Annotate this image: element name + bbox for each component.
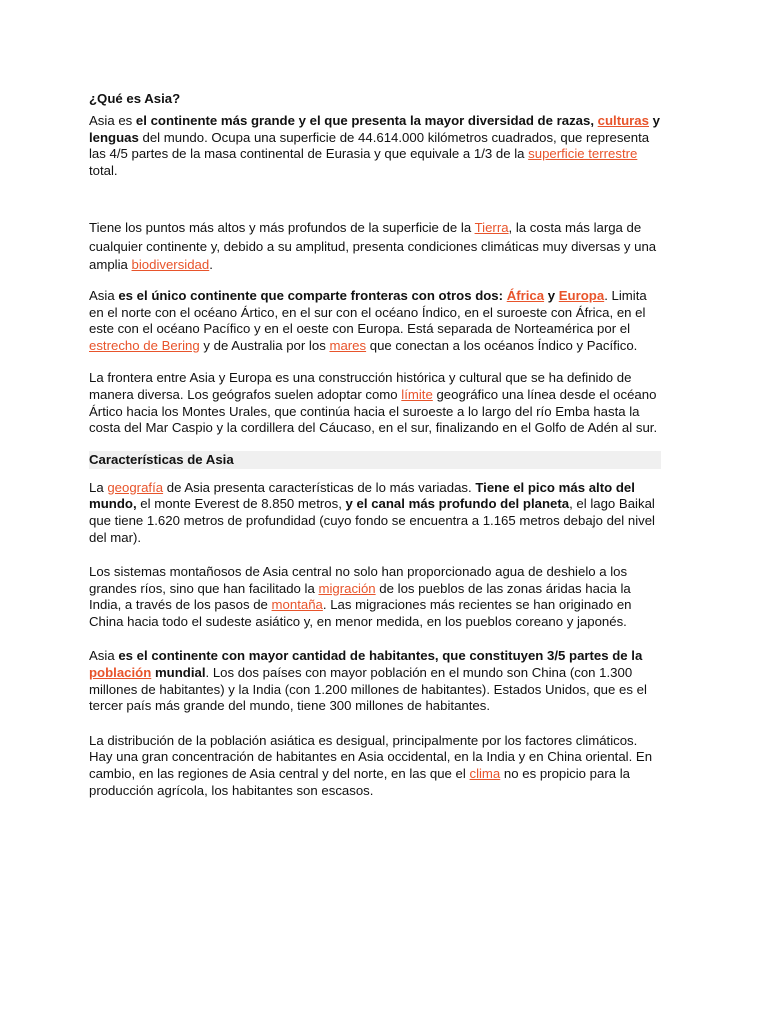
text: total. [89,162,118,178]
link-europa[interactable]: Europa [558,287,605,303]
page-title: ¿Qué es Asia? [89,91,181,106]
link-limite[interactable]: límite [401,386,433,402]
text: Tiene los puntos más altos y más profundos de la superficie de la [89,220,475,236]
text: La [89,479,108,495]
link-biodiversidad[interactable]: biodiversidad [131,256,210,272]
bold-text: y el canal más profundo del planeta [345,496,570,512]
paragraph-relief [89,219,661,274]
text: , el lago Baikal que tiene 1.620 metros de profundidad (cuyo fondo se encuentra a 1.165 metros debajo del nivel del mar). [89,496,655,545]
bold-text: el continente más grande y el que presenta la mayor diversidad de razas, culturas y lenguas [89,113,660,145]
section-heading: Características de Asia [89,451,661,469]
text: Los sistemas montañosos de Asia central no solo han proporcionado agua de deshielo a los grandes ríos, sino que han facilitado la [89,564,628,596]
text: no es propicio para la producción agrícola, los habitantes son escasos. [89,766,631,798]
text: y de Australia por los [199,337,330,353]
paragraph-intro [89,113,661,179]
link-mares[interactable]: mares [329,337,367,353]
link-poblacion[interactable]: población [89,665,152,681]
paragraph-frontier [89,370,661,436]
link-superficie-terrestre[interactable]: superficie terrestre [528,146,638,162]
text: el monte Everest de 8.850 metros, [136,496,346,512]
text: . [209,256,213,272]
bold-text: es el único continente que comparte fronteras con otros dos: África y Europa [118,287,605,303]
text: . Las migraciones más recientes se han originado en China hacia todo el sudeste asiático y, en menor medida, en los pueblos coreano y japonés. [89,597,632,629]
link-geografia[interactable]: geografía [107,479,164,495]
link-clima[interactable]: clima [469,766,501,782]
link-africa[interactable]: África [506,287,545,303]
link-culturas[interactable]: culturas [597,113,649,128]
paragraph-geography [89,480,661,546]
link-montana[interactable]: montaña [271,597,323,613]
text: . Los dos países con mayor población en el mundo son China (con 1.300 millones de habitantes) y la India (con 1.200 millones de habitantes). Estados Unidos, que es el tercer país más grande del mundo, tiene 300 millones de habitantes. [89,665,647,714]
bold-text: Tiene el pico más alto del mundo, [89,479,635,512]
text: La distribución de la población asiática es desigual, principalmente por los factores climáticos. Hay una gran concentración de habitantes en Asia occidental, en la India y en China oriental. En cambio, en las regiones de Asia central y del norte, en las que el [89,732,653,782]
text: Asia es [89,113,136,128]
text: La frontera entre Asia y Europa es una construcción histórica y cultural que se ha definido de manera diversa. Los geógrafos suelen adoptar como [89,370,632,402]
text: del mundo. Ocupa una superficie de 44.614.000 kilómetros cuadrados, que representa las 4/5 partes de la masa continental de Eurasia y que equivale a 1/3 de la [89,129,650,162]
text: de los pueblos de las zonas áridas hacia la India, a través de los pasos de [89,580,631,613]
text: Asia [89,287,119,303]
bold-text: es el continente con mayor cantidad de habitantes, que constituyen 3/5 partes de la población mundial [89,648,643,681]
text: geográfico una línea desde el océano Ártico hacia los Montes Urales, que continúa hacia el suroeste a lo largo del río Emba hasta la costa del Mar Caspio y la cordillera del Cáucaso, en el sur, finalizando en el Golfo de Adén al sur. [89,386,658,436]
text: Asia [89,648,119,664]
paragraph-mountains [89,564,661,630]
paragraph-distribution [89,733,661,799]
text: , la costa más larga de cualquier continente y, debido a su amplitud, presenta condiciones climáticas muy diversas y una amplia [89,220,657,272]
link-migracion[interactable]: migración [318,580,376,596]
link-estrecho-de-bering[interactable]: estrecho de Bering [89,337,200,353]
paragraph-borders [89,288,661,354]
text: que conectan a los océanos Índico y Pacífico. [366,337,638,353]
text: . Limita en el norte con el océano Ártico, en el sur con el océano Índico, en el suroeste con África, en el este con el océano Pacífico y en el oeste con Europa. Está separada de Norteamérica por el [89,287,647,337]
paragraph-population [89,648,661,714]
document-page [89,90,661,799]
text: de Asia presenta características de lo más variadas. [163,479,476,495]
link-tierra[interactable]: Tierra [474,220,509,236]
